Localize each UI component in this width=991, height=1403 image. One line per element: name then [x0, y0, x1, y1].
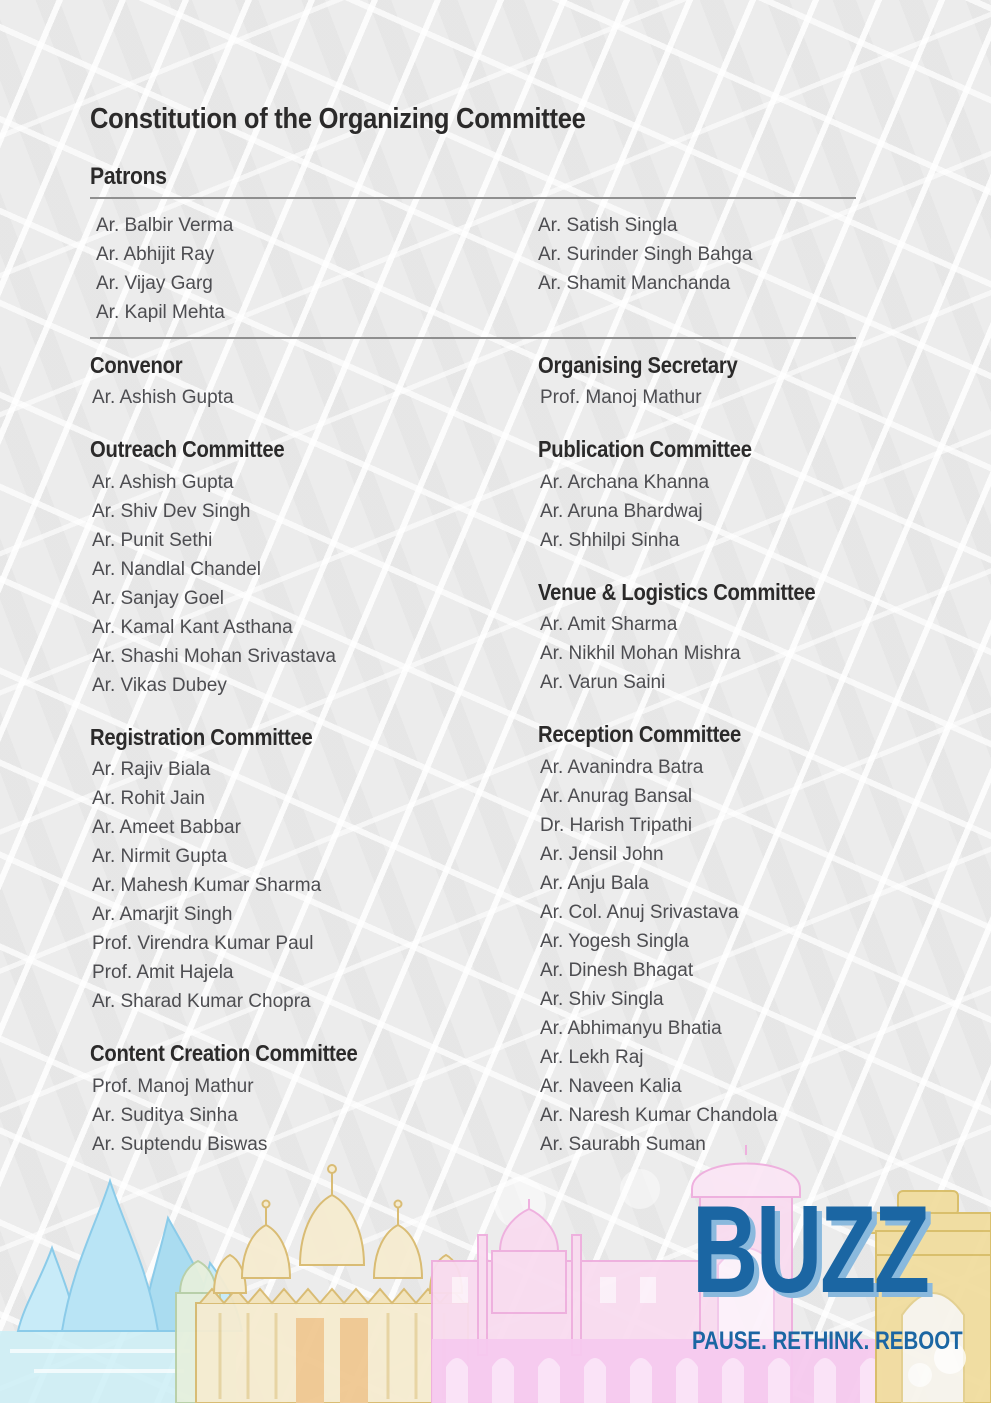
member-list	[90, 1072, 538, 1159]
section-venue-logistics-committee	[538, 579, 856, 697]
member-name: Prof. Amit Hajela	[92, 962, 234, 984]
member-list	[538, 610, 856, 697]
member-name: Ar. Shhilpi Sinha	[540, 529, 680, 551]
patrons-list-right	[538, 211, 856, 327]
committee-heading: Content Creation Committee	[90, 1040, 358, 1067]
member-name: Ar. Nirmit Gupta	[92, 846, 228, 868]
member-name: Ar. Naveen Kalia	[540, 1075, 682, 1097]
member-name: Ar. Kapil Mehta	[96, 301, 225, 323]
member-name: Ar. Sharad Kumar Chopra	[92, 991, 311, 1013]
section-content-creation-committee	[90, 1040, 538, 1158]
member-name: Ar. Satish Singla	[538, 214, 678, 236]
member-name: Ar. Anurag Bansal	[540, 785, 693, 807]
section-convenor	[90, 352, 538, 412]
member-name: Ar. Vijay Garg	[96, 272, 213, 294]
section-reception-committee	[538, 721, 856, 1158]
page-title: Constitution of the Organizing Committee	[90, 103, 586, 135]
member-name: Ar. Dinesh Bhagat	[540, 959, 694, 981]
committee-heading: Venue & Logistics Committee	[538, 578, 816, 605]
member-name: Ar. Varun Saini	[540, 672, 666, 694]
member-name: Ar. Ameet Babbar	[92, 817, 241, 839]
member-name: Ar. Shiv Dev Singh	[92, 500, 251, 522]
member-name: Ar. Suptendu Biswas	[92, 1133, 268, 1155]
buzz-tagline: PAUSE. RETHINK. REBOOT	[692, 1327, 963, 1355]
member-name: Ar. Abhijit Ray	[96, 243, 215, 265]
member-name: Ar. Anju Bala	[540, 872, 649, 894]
member-list	[538, 383, 856, 412]
member-name: Ar. Suditya Sinha	[92, 1104, 238, 1126]
member-list	[538, 468, 856, 555]
member-name: Ar. Amit Sharma	[540, 614, 678, 636]
member-name: Prof. Manoj Mathur	[540, 387, 702, 409]
akshardham-temple-icon	[176, 1165, 468, 1403]
patrons-grid	[90, 199, 856, 337]
member-name: Ar. Col. Anuj Srivastava	[540, 901, 739, 923]
buzz-logo-block	[692, 1181, 963, 1356]
member-name: Ar. Archana Khanna	[540, 471, 710, 493]
section-registration-committee	[90, 724, 538, 1016]
member-name: Ar. Rohit Jain	[92, 788, 205, 810]
member-name: Ar. Naresh Kumar Chandola	[540, 1104, 778, 1126]
patrons-heading: Patrons	[90, 163, 167, 191]
member-name: Ar. Ashish Gupta	[92, 471, 234, 493]
right-column	[538, 352, 856, 1183]
member-name: Ar. Jensil John	[540, 843, 664, 865]
left-column	[90, 352, 538, 1183]
buzz-logo: BUZZ	[692, 1181, 928, 1319]
main-content	[90, 0, 856, 1183]
member-list	[90, 383, 538, 412]
member-name: Ar. Balbir Verma	[96, 214, 234, 236]
member-name: Ar. Ashish Gupta	[92, 387, 234, 409]
member-name: Ar. Lekh Raj	[540, 1046, 644, 1068]
patrons-list-left	[90, 211, 538, 327]
member-name: Ar. Kamal Kant Asthana	[92, 616, 293, 638]
member-name: Ar. Saurabh Suman	[540, 1133, 706, 1155]
member-name: Ar. Abhimanyu Bhatia	[540, 1017, 722, 1039]
section-publication-committee	[538, 436, 856, 554]
committee-heading: Organising Secretary	[538, 351, 738, 378]
section-outreach-committee	[90, 436, 538, 699]
member-name: Ar. Sanjay Goel	[92, 587, 225, 609]
member-name: Ar. Mahesh Kumar Sharma	[92, 875, 322, 897]
committees-grid	[90, 352, 856, 1183]
member-list	[90, 468, 538, 700]
member-name: Dr. Harish Tripathi	[540, 814, 693, 836]
member-name: Ar. Vikas Dubey	[92, 674, 227, 696]
committee-heading: Publication Committee	[538, 436, 752, 463]
member-name: Ar. Avanindra Batra	[540, 756, 704, 778]
member-name: Ar. Nikhil Mohan Mishra	[540, 643, 741, 665]
member-name: Ar. Shiv Singla	[540, 988, 664, 1010]
member-name: Ar. Punit Sethi	[92, 529, 213, 551]
section-patrons	[90, 163, 856, 339]
committee-heading: Convenor	[90, 351, 183, 378]
member-name: Prof. Virendra Kumar Paul	[92, 933, 314, 955]
member-name: Ar. Shamit Manchanda	[538, 272, 731, 294]
section-organising-secretary	[538, 352, 856, 412]
member-name: Ar. Nandlal Chandel	[92, 558, 261, 580]
member-name: Ar. Amarjit Singh	[92, 904, 233, 926]
member-name: Ar. Yogesh Singla	[540, 930, 689, 952]
member-name: Ar. Rajiv Biala	[92, 759, 211, 781]
committee-heading: Reception Committee	[538, 721, 742, 748]
member-name: Ar. Surinder Singh Bahga	[538, 243, 753, 265]
committee-heading: Outreach Committee	[90, 436, 285, 463]
member-name: Ar. Aruna Bhardwaj	[540, 500, 703, 522]
member-list	[90, 755, 538, 1016]
divider-bottom	[90, 337, 856, 339]
member-name: Ar. Shashi Mohan Srivastava	[92, 645, 336, 667]
member-name: Prof. Manoj Mathur	[92, 1075, 254, 1097]
committee-heading: Registration Committee	[90, 723, 313, 750]
member-list	[538, 753, 856, 1159]
